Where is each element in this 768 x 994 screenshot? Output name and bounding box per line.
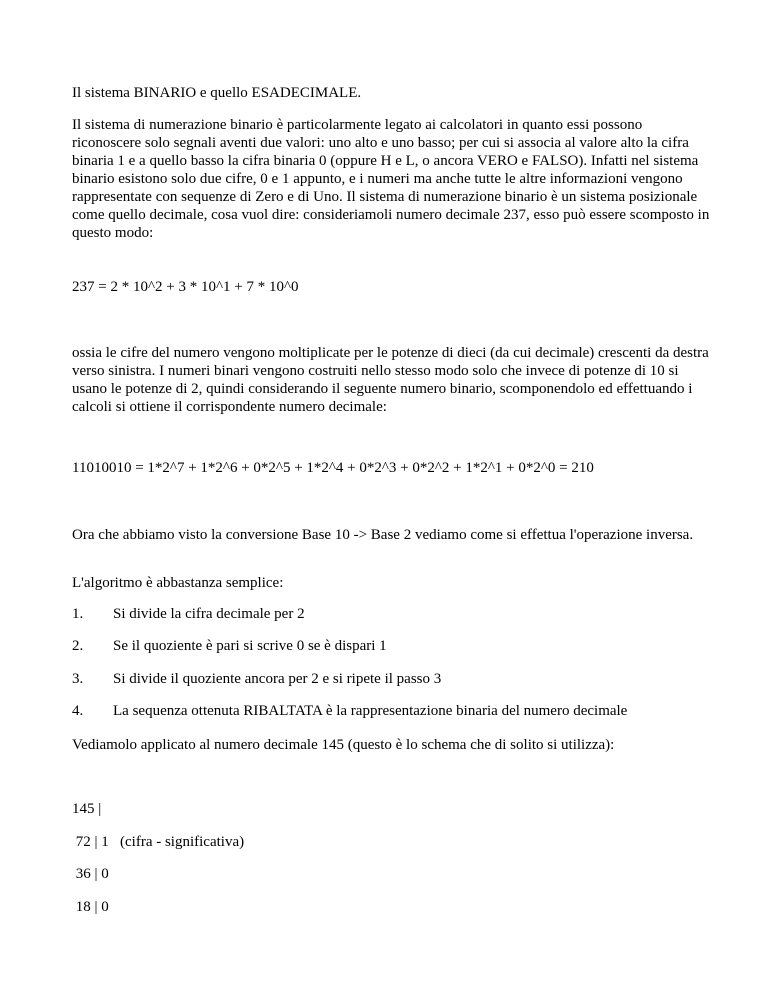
division-row: 18 | 0	[72, 899, 109, 915]
explanation-paragraph: ossia le cifre del numero vengono moltiplicate per le potenze di dieci (da cui decimale) crescenti da destra verso sinistra. I numeri binari vengono costruiti nello stesso modo solo che invece di potenze di 10 si usano le potenze di 2, quindi considerando il seguente numero binario, scomponendolo ed effettuando i calcoli si ottiene il corrispondente numero decimale:	[72, 345, 709, 415]
document-title: Il sistema BINARIO e quello ESADECIMALE.	[72, 85, 362, 101]
example-intro: Vediamolo applicato al numero decimale 145 (questo è lo schema che di solito si utilizza):	[72, 737, 615, 753]
intro-paragraph: Il sistema di numerazione binario è particolarmente legato ai calcolatori in quanto essi possono riconoscere solo segnali aventi due valori: uno alto e uno basso; per cui si associa al valore alto la cifra binaria 1 e a quello basso la cifra binaria 0 (oppure H e L, o ancora VERO e FALSO). Infatti nel sistema binario esistono solo due cifre, 0 e 1 appunto, e i numeri ma anche tutte le altre informazioni vengono rappresentate con sequenze di Zero e di Uno. Il sistema di numerazione binario è un sistema posizionale come quello decimale, cosa vuol dire: consideriamoli numero decimale 237, esso può essere scomposto in questo modo:	[72, 117, 710, 241]
step-text: Si divide il quoziente ancora per 2 e si ripete il passo 3	[113, 671, 442, 687]
step-number: 4.	[72, 703, 84, 719]
algorithm-intro: L'algoritmo è abbastanza semplice:	[72, 575, 284, 591]
step-text: La sequenza ottenuta RIBALTATA è la rappresentazione binaria del numero decimale	[113, 703, 628, 719]
step-number: 1.	[72, 606, 84, 622]
binary-formula: 11010010 = 1*2^7 + 1*2^6 + 0*2^5 + 1*2^4 + 0*2^3 + 0*2^2 + 1*2^1 + 0*2^0 = 210	[72, 460, 594, 476]
step-text: Se il quoziente è pari si scrive 0 se è dispari 1	[113, 638, 387, 654]
step-text: Si divide la cifra decimale per 2	[113, 606, 305, 622]
division-row: 36 | 0	[72, 866, 109, 882]
division-row: 72 | 1 (cifra - significativa)	[72, 834, 245, 850]
division-row: 145 |	[72, 801, 102, 817]
decimal-formula: 237 = 2 * 10^2 + 3 * 10^1 + 7 * 10^0	[72, 279, 299, 295]
step-number: 2.	[72, 638, 84, 654]
conversion-intro-paragraph: Ora che abbiamo visto la conversione Base 10 -> Base 2 vediamo come si effettua l'operazione inversa.	[72, 527, 694, 543]
step-number: 3.	[72, 671, 84, 687]
